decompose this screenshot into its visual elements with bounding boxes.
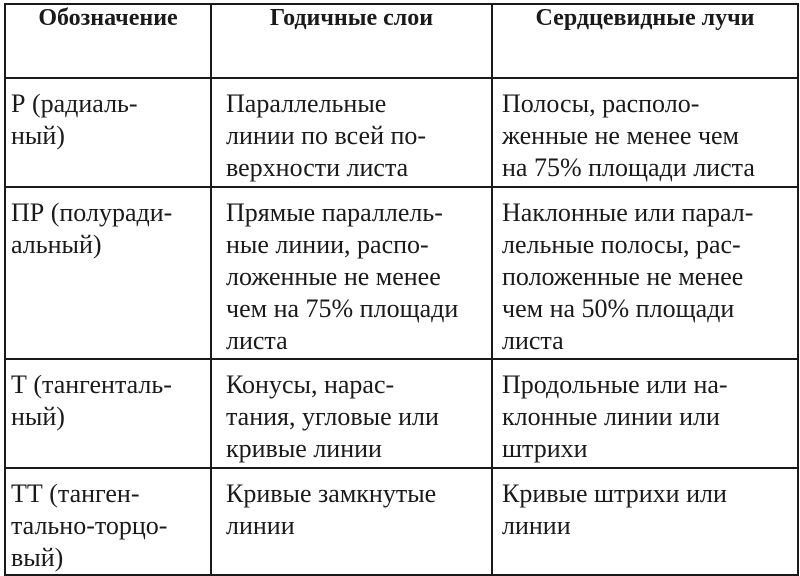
table-row [5,468,798,575]
designation-cell [5,359,211,468]
designation-cell [5,187,211,359]
medullary-rays-cell [492,468,798,575]
table-row [5,359,798,468]
medullary-rays-text: Наклонные или парал- лельные полосы, рас- положенные не менее чем на 50% площади листа [502,198,754,355]
annual-rings-cell [211,468,492,575]
annual-rings-cell [211,359,492,468]
annual-rings-text: Кривые замкнутые линии [226,479,437,540]
medullary-rays-cell [492,359,798,468]
medullary-rays-cell [492,187,798,359]
medullary-rays-cell [492,78,798,187]
annual-rings-cell [211,78,492,187]
designation-text: ТТ (танген- тально-торцо- вый) [11,479,168,572]
medullary-rays-text: Продольные или на- клонные линии или штрихи [502,370,728,463]
table-row [5,78,798,187]
table-header-row [5,4,798,78]
designation-cell [5,78,211,187]
annual-rings-text: Прямые параллель- ные линии, распо- ложенные не менее чем на 75% площади листа [226,198,459,355]
veneer-texture-table [4,3,799,576]
designation-cell [5,468,211,575]
designation-text: Т (тангенталь- ный) [11,370,172,431]
header-designation: Обозначение [5,4,211,78]
table-row [5,187,798,359]
header-annual-rings: Годичные слои [211,4,492,78]
designation-text: Р (радиаль- ный) [11,89,138,150]
annual-rings-text: Параллельные линии по всей по- верхности листа [226,89,427,182]
annual-rings-cell [211,187,492,359]
annual-rings-text: Конусы, нарас- тания, угловые или кривые линии [226,370,439,463]
medullary-rays-text: Кривые штрихи или линии [502,479,727,540]
medullary-rays-text: Полосы, располо- женные не менее чем на 75% площади листа [502,89,755,182]
designation-text: ПР (полуради- альный) [11,198,173,259]
header-medullary-rays: Сердцевидные лучи [492,4,798,78]
